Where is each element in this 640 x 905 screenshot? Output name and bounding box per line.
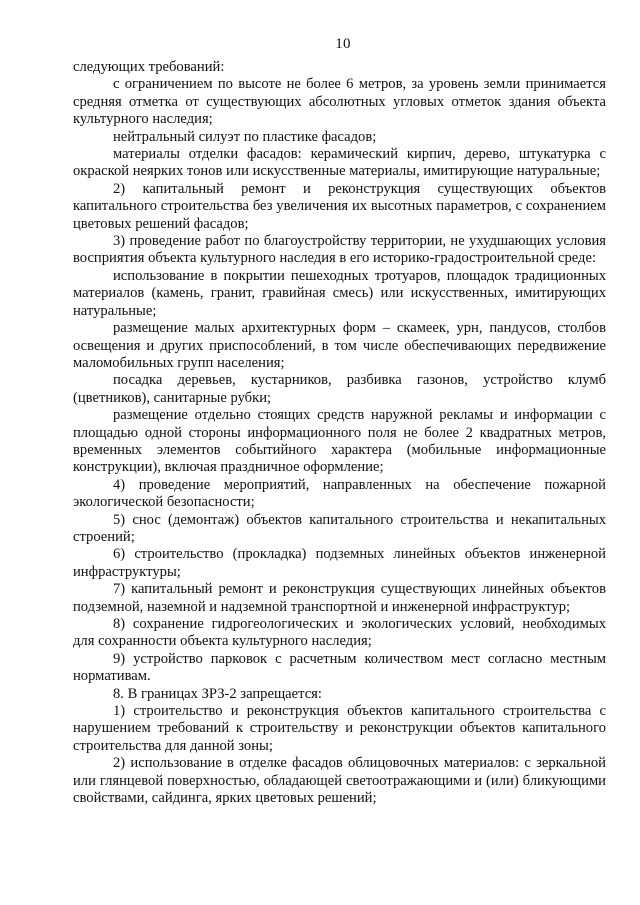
paragraph: нейтральный силуэт по пластике фасадов; — [113, 128, 377, 145]
paragraph: посадка деревьев, кустарников, разбивка газонов, устройство клумб (цветников), санитарные рубки; — [73, 372, 606, 406]
paragraph: 6) строительство (прокладка) подземных линейных объектов инженерной инфраструктуры; — [73, 546, 606, 580]
paragraph: размещение отдельно стоящих средств наружной рекламы и информации с площадью одной стороны информационного поля не более 2 квадратных метров, временных элементов событийного характера (мобильные информационные конструкции), включая праздничное оформление; — [73, 407, 606, 476]
paragraph: материалы отделки фасадов: керамический кирпич, дерево, штукатурка с окраской неярких тонов или искусственные материалы, имитирующие натуральные; — [73, 146, 606, 180]
paragraph: 8. В границах ЗРЗ-2 запрещается: — [113, 685, 322, 702]
paragraph: размещение малых архитектурных форм – скамеек, урн, пандусов, столбов освещения и других приспособлений, в том числе обеспечивающих передвижение маломобильных групп населения; — [73, 320, 606, 371]
paragraph: 7) капитальный ремонт и реконструкция существующих линейных объектов подземной, наземной и надземной транспортной и инженерной инфраструктур; — [73, 581, 606, 615]
paragraph: 9) устройство парковок с расчетным количеством мест согласно местным нормативам. — [73, 650, 606, 685]
paragraph: 2) использование в отделке фасадов облицовочных материалов: с зеркальной или глянцевой поверхностью, обладающей светоотражающими и (или) бликующими свойствами, сайдинга, ярких цветовых решений; — [73, 755, 606, 807]
paragraph: 4) проведение мероприятий, направленных на обеспечение пожарной экологической безопасности; — [73, 476, 606, 511]
paragraph: 2) капитальный ремонт и реконструкция существующих объектов капитального строительства без увеличения их высотных параметров, с сохранением цветовых решений фасадов; — [73, 180, 606, 232]
paragraph: с ограничением по высоте не более 6 метров, за уровень земли принимается средняя отметка от существующих абсолютных угловых отметок здания объекта культурного наследия; — [73, 76, 606, 128]
document-body — [73, 59, 606, 807]
paragraph: 3) проведение работ по благоустройству территории, не ухудшающих условия восприятия объекта культурного наследия в его историко-градостроительной среде: — [73, 233, 606, 267]
page-number: 10 — [335, 36, 351, 52]
paragraph: 1) строительство и реконструкция объектов капитального строительства с нарушением требований к строительству и реконструкции объектов капитального строительства для данной зоны; — [73, 703, 606, 754]
paragraph: 5) снос (демонтаж) объектов капитального строительства и некапитальных строений; — [73, 511, 606, 545]
paragraph: 8) сохранение гидрогеологических и экологических условий, необходимых для сохранности объекта культурного наследия; — [73, 616, 606, 650]
paragraph: следующих требований: — [73, 59, 225, 75]
paragraph: использование в покрытии пешеходных тротуаров, площадок традиционных материалов (камень, гранит, гравийная смесь) или искусственных, имитирующих натуральные; — [73, 267, 606, 319]
